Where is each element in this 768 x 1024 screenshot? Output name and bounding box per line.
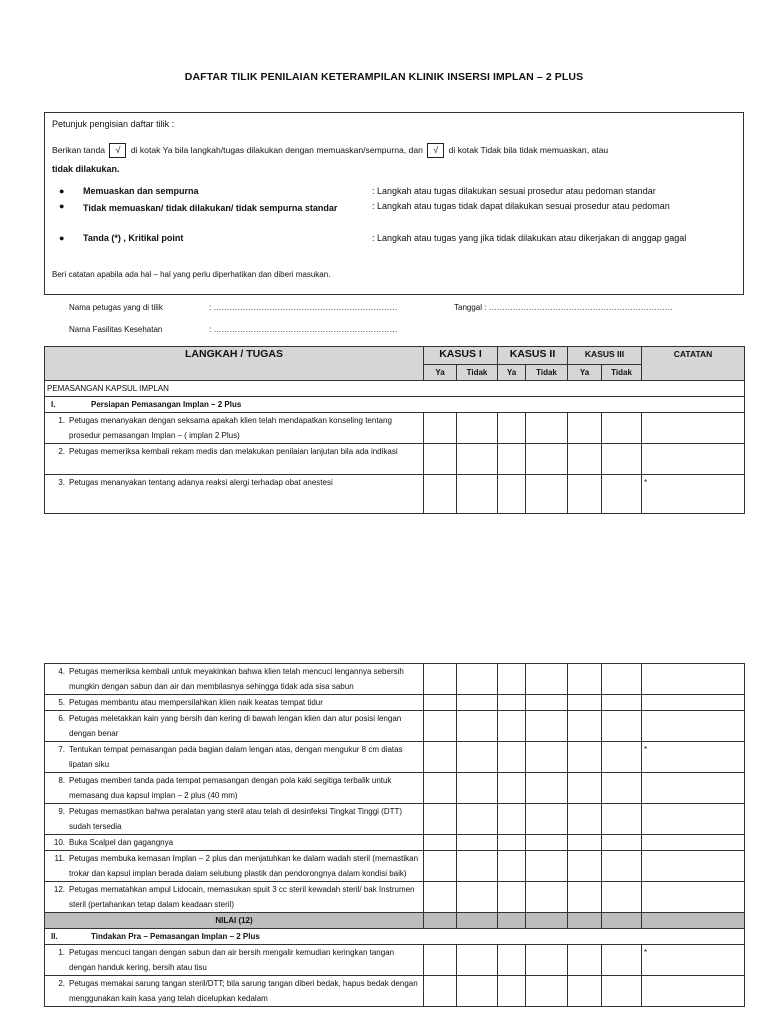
- check-tidak-3[interactable]: [602, 711, 642, 742]
- task-number: 1.: [58, 948, 65, 957]
- legend-desc: : Langkah atau tugas yang jika tidak dilakukan atau dikerjakan di anggap gagal: [372, 233, 687, 243]
- table-row: [45, 742, 745, 773]
- check-tidak-1[interactable]: [457, 664, 498, 695]
- check-tidak-3[interactable]: [602, 695, 642, 711]
- check-ya-3[interactable]: [568, 773, 602, 804]
- catatan-cell[interactable]: [642, 773, 745, 804]
- nilai-catatan[interactable]: [642, 913, 745, 929]
- catatan-cell[interactable]: [642, 711, 745, 742]
- check-ya-1[interactable]: [424, 882, 457, 913]
- check-example-box: √: [109, 143, 126, 158]
- task-text: Petugas memakai sarung tangan steril/DTT; bila sarung tangan diberi bedak, hapus bedak dengan menggunakan kain kasa yang telah dicelupkan kedalam: [69, 979, 418, 1003]
- table-row: [45, 444, 745, 475]
- table-row: [45, 773, 745, 804]
- table-row: [45, 804, 745, 835]
- check-tidak-1[interactable]: [457, 976, 498, 1007]
- table-row: [45, 882, 745, 913]
- catatan-cell[interactable]: [642, 976, 745, 1007]
- nilai-tidak-2[interactable]: [526, 913, 568, 929]
- task-number: 11.: [54, 854, 65, 863]
- task-number: 5.: [58, 698, 65, 707]
- check-tidak-3[interactable]: [602, 444, 642, 475]
- check-ya-2[interactable]: [498, 851, 526, 882]
- check-ya-2[interactable]: [498, 742, 526, 773]
- task-cell: [45, 773, 424, 804]
- task-number: 10.: [53, 838, 65, 847]
- check-tidak-2[interactable]: [526, 444, 568, 475]
- instructions-line2: tidak dilakukan.: [52, 164, 120, 174]
- section-row: [45, 381, 745, 397]
- check-ya-3[interactable]: [568, 711, 602, 742]
- task-number: 9.: [58, 807, 65, 816]
- check-ya-3[interactable]: [568, 413, 602, 444]
- check-ya-2[interactable]: [498, 976, 526, 1007]
- task-text: Petugas memeriksa kembali untuk meyakinkan bahwa klien telah mencuci lengannya sebersih mungkin dengan sabun dan air dan membilasnya sehingga tidak ada sisa sabun: [69, 667, 404, 691]
- header-langkah: LANGKAH / TUGAS: [45, 347, 424, 381]
- table-row: [45, 413, 745, 444]
- legend-term: Tanda (*) , Kritikal point: [83, 233, 184, 243]
- section1-text: Persiapan Pemasangan Implan – 2 Plus: [91, 400, 242, 409]
- check-tidak-3[interactable]: [602, 413, 642, 444]
- check-ya-3[interactable]: [568, 976, 602, 1007]
- task-cell: [45, 945, 424, 976]
- legend-item: [54, 233, 744, 247]
- task-text: Buka Scalpel dan gagangnya: [69, 838, 174, 847]
- task-text: Petugas memeriksa kembali rekam medis dan melakukan penilaian lanjutan bila ada indikasi: [69, 447, 398, 456]
- table-row: [45, 945, 745, 976]
- check-tidak-3[interactable]: [602, 773, 642, 804]
- catatan-cell[interactable]: [642, 444, 745, 475]
- check-tidak-2[interactable]: [526, 804, 568, 835]
- header-ya: Ya: [498, 365, 526, 381]
- task-cell: [45, 804, 424, 835]
- bullet-icon: ●: [59, 233, 65, 243]
- check-ya-1[interactable]: [424, 976, 457, 1007]
- task-text: Petugas menanyakan dengan seksama apakah klien telah mendapatkan konseling tentang prosedur pemasangan Implan – ( implan 2 Plus): [69, 416, 392, 440]
- header-ya: Ya: [424, 365, 457, 381]
- check-tidak-1[interactable]: [457, 882, 498, 913]
- check-ya-1[interactable]: [424, 475, 457, 514]
- nilai-ya-2[interactable]: [498, 913, 526, 929]
- task-number: 8.: [58, 776, 65, 785]
- check-ya-3[interactable]: [568, 835, 602, 851]
- check-tidak-2[interactable]: [526, 882, 568, 913]
- catatan-cell[interactable]: *: [642, 475, 745, 514]
- task-cell: [45, 882, 424, 913]
- check-tidak-2[interactable]: [526, 851, 568, 882]
- catatan-cell[interactable]: [642, 804, 745, 835]
- task-text: Tentukan tempat pemasangan pada bagian dalam lengan atas, dengan mengukur 8 cm diatas lipatan siku: [69, 745, 403, 769]
- petugas-label: Nama petugas yang di tilik: [69, 303, 163, 312]
- task-cell: [45, 413, 424, 444]
- check-ya-2[interactable]: [498, 773, 526, 804]
- instructions-line1-a: Berikan tanda: [52, 144, 106, 155]
- task-text: Petugas membuka kemasan Implan – 2 plus dan menjatuhkan ke dalam wadah steril (memastikan trokar dan kapsul implan berada dalam selubung plastik dan pendorongnya dalam kondisi baik): [69, 854, 419, 878]
- check-tidak-3[interactable]: [602, 804, 642, 835]
- petugas-field[interactable]: : ……………………………………………………………: [209, 303, 398, 312]
- instructions-line1-b: di kotak Ya bila langkah/tugas dilakukan dengan memuaskan/sempurna, dan: [130, 144, 423, 155]
- check-ya-1[interactable]: [424, 742, 457, 773]
- instructions-line1: [52, 143, 608, 158]
- check-ya-1[interactable]: [424, 835, 457, 851]
- check-ya-2[interactable]: [498, 695, 526, 711]
- catatan-cell[interactable]: [642, 882, 745, 913]
- checklist-table-page2: [44, 663, 745, 1007]
- check-tidak-1[interactable]: [457, 695, 498, 711]
- header-catatan: CATATAN: [642, 347, 745, 381]
- check-tidak-2[interactable]: [526, 945, 568, 976]
- task-number: 12.: [53, 885, 65, 894]
- check-ya-2[interactable]: [498, 664, 526, 695]
- task-cell: [45, 835, 424, 851]
- check-tidak-3[interactable]: [602, 945, 642, 976]
- table-row: [45, 475, 745, 514]
- task-cell: [45, 976, 424, 1007]
- bullet-icon: ●: [59, 201, 65, 211]
- header-tidak: Tidak: [526, 365, 568, 381]
- fasilitas-field[interactable]: : ……………………………………………………………: [209, 325, 398, 334]
- check-tidak-1[interactable]: [457, 475, 498, 514]
- check-ya-1[interactable]: [424, 695, 457, 711]
- check-ya-1[interactable]: [424, 851, 457, 882]
- task-cell: [45, 475, 424, 514]
- catatan-cell[interactable]: [642, 664, 745, 695]
- check-tidak-3[interactable]: [602, 851, 642, 882]
- section-row: [45, 397, 745, 413]
- check-ya-1[interactable]: [424, 773, 457, 804]
- table-row: [45, 695, 745, 711]
- legend-item: [54, 186, 744, 200]
- catatan-cell[interactable]: [642, 695, 745, 711]
- table-row: [45, 835, 745, 851]
- task-number: 1.: [58, 416, 65, 425]
- check-ya-3[interactable]: [568, 742, 602, 773]
- catatan-cell[interactable]: *: [642, 742, 745, 773]
- nilai-tidak-1[interactable]: [457, 913, 498, 929]
- check-ya-2[interactable]: [498, 444, 526, 475]
- check-tidak-1[interactable]: [457, 851, 498, 882]
- task-text: Petugas menanyakan tentang adanya reaksi alergi terhadap obat anestesi: [69, 478, 333, 487]
- check-tidak-3[interactable]: [602, 882, 642, 913]
- check-ya-1[interactable]: [424, 413, 457, 444]
- check-tidak-2[interactable]: [526, 835, 568, 851]
- bullet-icon: ●: [59, 186, 65, 196]
- check-tidak-1[interactable]: [457, 804, 498, 835]
- section1-num: I.: [51, 400, 56, 409]
- check-ya-3[interactable]: [568, 444, 602, 475]
- header-tidak: Tidak: [602, 365, 642, 381]
- check-tidak-3[interactable]: [602, 976, 642, 1007]
- section2-text: Tindakan Pra – Pemasangan Implan – 2 Plus: [91, 932, 260, 941]
- legend-term: Tidak memuaskan/ tidak dilakukan/ tidak sempurna standar: [83, 203, 338, 213]
- check-ya-3[interactable]: [568, 475, 602, 514]
- section1-title: [45, 397, 745, 413]
- task-cell: [45, 851, 424, 882]
- tanggal-field[interactable]: Tanggal : ……………………………………………………………: [454, 303, 673, 312]
- instructions-line1-c: di kotak Tidak bila tidak memuaskan, atau: [448, 144, 609, 155]
- check-tidak-2[interactable]: [526, 664, 568, 695]
- table-row: [45, 976, 745, 1007]
- check-ya-1[interactable]: [424, 711, 457, 742]
- nilai-ya-1[interactable]: [424, 913, 457, 929]
- legend-desc: : Langkah atau tugas tidak dapat dilakukan sesuai prosedur atau pedoman: [372, 201, 670, 211]
- task-cell: [45, 742, 424, 773]
- check-tidak-2[interactable]: [526, 695, 568, 711]
- task-cell: [45, 695, 424, 711]
- nilai-tidak-3[interactable]: [602, 913, 642, 929]
- table-row: [45, 851, 745, 882]
- table-row: [45, 664, 745, 695]
- check-tidak-3[interactable]: [602, 742, 642, 773]
- task-number: 7.: [58, 745, 65, 754]
- task-cell: [45, 664, 424, 695]
- task-number: 2.: [58, 447, 65, 456]
- task-number: 2.: [58, 979, 65, 988]
- check-tidak-1[interactable]: [457, 413, 498, 444]
- section-row: [45, 929, 745, 945]
- check-tidak-2[interactable]: [526, 711, 568, 742]
- fasilitas-label: Nama Fasilitas Kesehatan: [69, 325, 163, 334]
- check-tidak-2[interactable]: [526, 773, 568, 804]
- catatan-cell[interactable]: [642, 851, 745, 882]
- check-ya-3[interactable]: [568, 695, 602, 711]
- task-text: Petugas membantu atau mempersilahkan klien naik keatas tempat tidur: [69, 698, 323, 707]
- check-ya-1[interactable]: [424, 804, 457, 835]
- check-tidak-2[interactable]: [526, 742, 568, 773]
- check-ya-1[interactable]: [424, 945, 457, 976]
- check-example-box-2: √: [427, 143, 444, 158]
- table-header-row: [45, 347, 745, 365]
- header-kasus1: KASUS I: [424, 347, 498, 365]
- instructions-heading: Petunjuk pengisian daftar tilik :: [52, 119, 175, 129]
- check-tidak-1[interactable]: [457, 773, 498, 804]
- check-ya-2[interactable]: [498, 882, 526, 913]
- check-tidak-1[interactable]: [457, 711, 498, 742]
- check-tidak-2[interactable]: [526, 475, 568, 514]
- check-ya-1[interactable]: [424, 664, 457, 695]
- check-ya-3[interactable]: [568, 851, 602, 882]
- catatan-cell[interactable]: [642, 413, 745, 444]
- nilai-label: NILAI (12): [45, 913, 424, 929]
- task-text: Petugas meletakkan kain yang bersih dan kering di bawah lengan klien dan atur posisi lengan dengan benar: [69, 714, 402, 738]
- header-kasus2: KASUS II: [498, 347, 568, 365]
- instructions-note: Beri catatan apabila ada hal – hal yang perlu diperhatikan dan diberi masukan.: [52, 270, 331, 279]
- check-ya-3[interactable]: [568, 882, 602, 913]
- check-tidak-3[interactable]: [602, 475, 642, 514]
- check-ya-2[interactable]: [498, 711, 526, 742]
- check-tidak-1[interactable]: [457, 742, 498, 773]
- check-tidak-3[interactable]: [602, 835, 642, 851]
- table-row: [45, 711, 745, 742]
- check-ya-2[interactable]: [498, 835, 526, 851]
- check-ya-3[interactable]: [568, 664, 602, 695]
- check-ya-2[interactable]: [498, 413, 526, 444]
- task-text: Petugas memberi tanda pada tempat pemasangan dengan pola kaki segitiga terbalik untuk memasang dua kapsul implan – 2 plus (40 mm): [69, 776, 392, 800]
- nilai-ya-3[interactable]: [568, 913, 602, 929]
- check-tidak-2[interactable]: [526, 413, 568, 444]
- document-title: DAFTAR TILIK PENILAIAN KETERAMPILAN KLINIK INSERSI IMPLAN – 2 PLUS: [184, 71, 584, 83]
- catatan-cell[interactable]: [642, 835, 745, 851]
- check-ya-2[interactable]: [498, 945, 526, 976]
- task-cell: [45, 711, 424, 742]
- legend-term: Memuaskan dan sempurna: [83, 186, 199, 196]
- catatan-cell[interactable]: *: [642, 945, 745, 976]
- task-cell: [45, 444, 424, 475]
- check-ya-2[interactable]: [498, 475, 526, 514]
- legend-desc: : Langkah atau tugas dilakukan sesuai prosedur atau pedoman standar: [372, 186, 656, 196]
- check-tidak-3[interactable]: [602, 664, 642, 695]
- check-ya-3[interactable]: [568, 945, 602, 976]
- task-number: 6.: [58, 714, 65, 723]
- task-text: Petugas mencuci tangan dengan sabun dan air bersih mengalir kemudian keringkan tangan dengan handuk kering, bersih atau tisu: [69, 948, 395, 972]
- legend-item: [54, 201, 744, 229]
- task-text: Petugas mematahkan ampul Lidocain, memasukan spuit 3 cc steril kewadah steril/ bak Instrumen steril (pertahankan tetap dalam keadaan steril): [69, 885, 415, 909]
- checklist-table-page1: [44, 346, 745, 514]
- task-number: 3.: [58, 478, 65, 487]
- check-tidak-1[interactable]: [457, 444, 498, 475]
- section2-num: II.: [51, 932, 58, 941]
- header-tidak: Tidak: [457, 365, 498, 381]
- header-kasus3: KASUS III: [568, 347, 642, 365]
- check-ya-2[interactable]: [498, 804, 526, 835]
- section-main-title: PEMASANGAN KAPSUL IMPLAN: [45, 381, 745, 397]
- task-number: 4.: [58, 667, 65, 676]
- check-tidak-2[interactable]: [526, 976, 568, 1007]
- nilai-row: [45, 913, 745, 929]
- header-ya: Ya: [568, 365, 602, 381]
- check-tidak-1[interactable]: [457, 945, 498, 976]
- check-tidak-1[interactable]: [457, 835, 498, 851]
- section2-title: [45, 929, 745, 945]
- check-ya-3[interactable]: [568, 804, 602, 835]
- check-ya-1[interactable]: [424, 444, 457, 475]
- instructions-box: [44, 112, 744, 295]
- task-text: Petugas memastikan bahwa peralatan yang steril atau telah di desinfeksi Tingkat Tinggi (DTT) sudah tersedia: [69, 807, 403, 831]
